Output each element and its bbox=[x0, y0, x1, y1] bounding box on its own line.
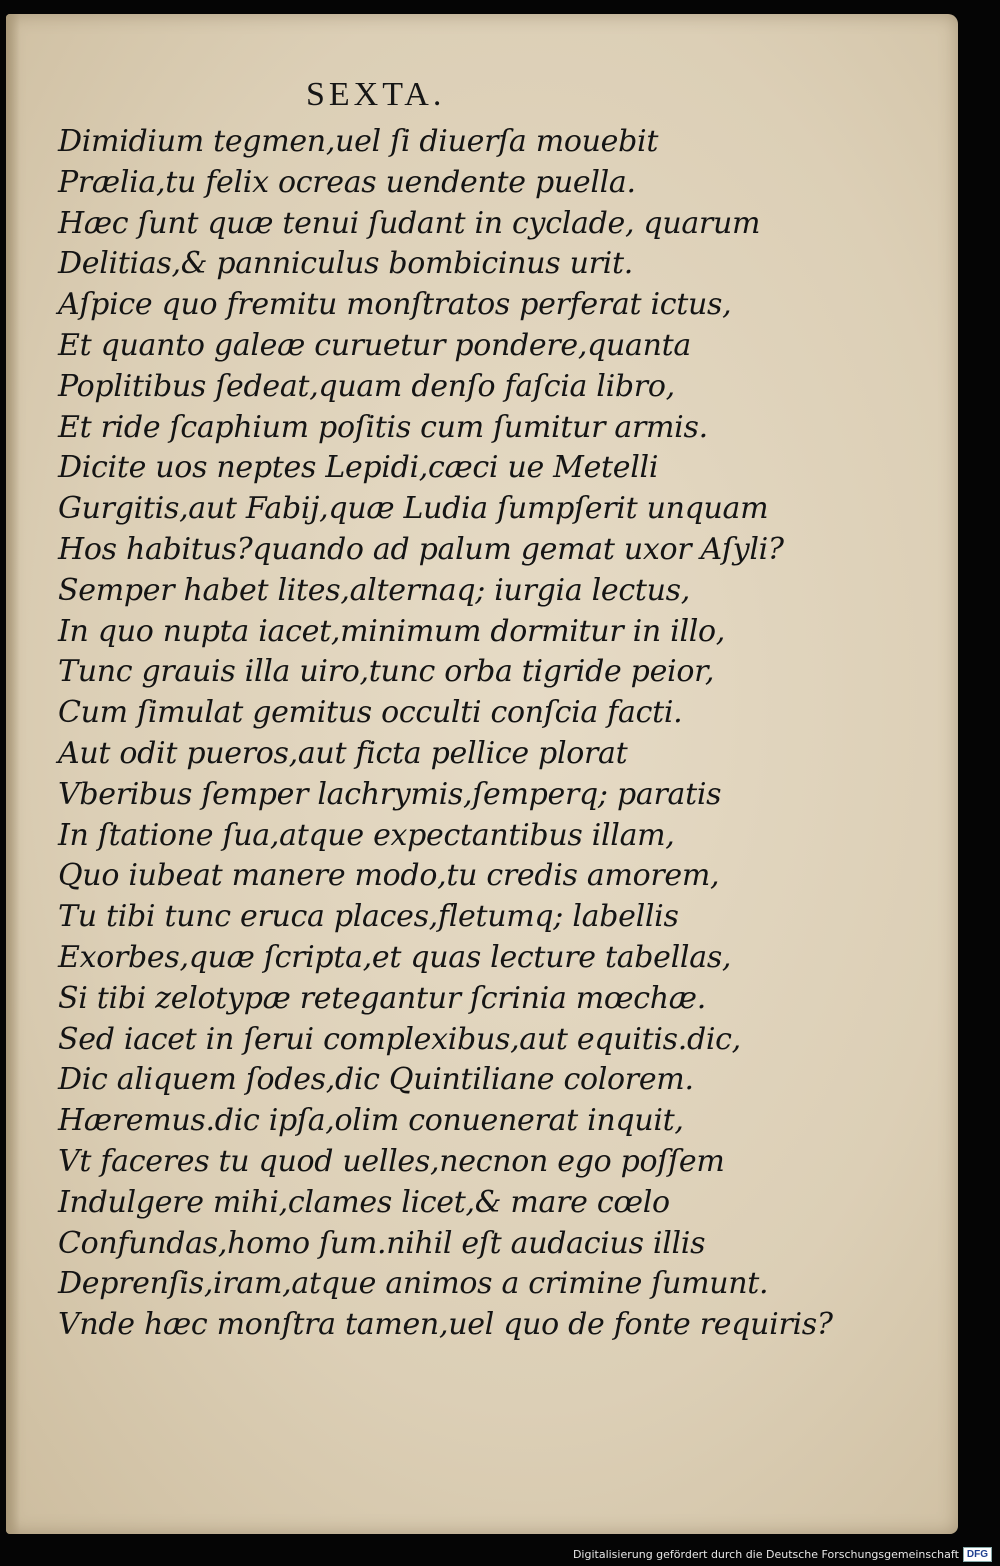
verse-line: Exorbes,quæ ſcripta,et quas lecture tabellas, bbox=[58, 939, 732, 975]
running-head: SEXTA. bbox=[306, 76, 446, 113]
verse-line: Delitias,& panniculus bombicinus urit. bbox=[58, 246, 633, 282]
verse-line: Poplitibus ſedeat,quam denſo faſcia libro, bbox=[58, 368, 675, 404]
verse-line: Prælia,tu felix ocreas uendente puella. bbox=[58, 164, 636, 200]
verse-line: Et quanto galeæ curuetur pondere,quanta bbox=[58, 327, 691, 363]
verse-line: Aſpice quo fremitu monſtratos perferat ictus, bbox=[58, 287, 732, 323]
verse-line: Sed iacet in ſerui complexibus,aut equitis.dic, bbox=[58, 1021, 741, 1057]
funding-credit: Digitalisierung gefördert durch die Deutsche Forschungsgemeinschaft bbox=[572, 1548, 959, 1561]
verse-line: Quo iubeat manere modo,tu credis amorem, bbox=[58, 858, 720, 894]
verse-line: Gurgitis,aut Fabij,quæ Ludia ſumpſerit unquam bbox=[58, 491, 769, 527]
verse-line: Vnde hæc monſtra tamen,uel quo de fonte requiris? bbox=[58, 1307, 833, 1343]
verse-line: Semper habet lites,alternaq; iurgia lectus, bbox=[58, 572, 690, 608]
verse-line: Tunc grauis illa uiro,tunc orba tigride peior, bbox=[58, 654, 715, 690]
verse-line: Vberibus ſemper lachrymis,ſemperq; paratis bbox=[58, 776, 722, 812]
verse-line: Hæc ſunt quæ tenui ſudant in cyclade, quarum bbox=[58, 205, 761, 241]
verse-line: Indulgere mihi,clames licet,& mare cœlo bbox=[58, 1184, 670, 1220]
verse-line: Hæremus.dic ipſa,olim conuenerat inquit, bbox=[58, 1103, 684, 1139]
verse-line: Deprenſis,iram,atque animos a crimine ſumunt. bbox=[58, 1266, 769, 1302]
verse-line: Aut odit pueros,aut ficta pellice plorat bbox=[58, 735, 628, 771]
verse-line: Hos habitus?quando ad palum gemat uxor Aſyli? bbox=[58, 531, 784, 567]
verse-line: Cum ſimulat gemitus occulti conſcia facti. bbox=[58, 695, 683, 731]
verse-line: Dic aliquem ſodes,dic Quintiliane colorem. bbox=[58, 1062, 694, 1098]
verse-line: Vt faceres tu quod uelles,necnon ego poſſem bbox=[58, 1143, 725, 1179]
verse-line: Dicite uos neptes Lepidi,cæci ue Metelli bbox=[58, 450, 659, 486]
book-page bbox=[6, 14, 958, 1534]
verse-text-block bbox=[58, 122, 938, 1346]
verse-line: Confundas,homo ſum.nihil eſt audacius illis bbox=[58, 1225, 706, 1261]
page-gutter-shadow bbox=[6, 14, 20, 1534]
verse-line: Tu tibi tunc eruca places,fletumq; labellis bbox=[58, 899, 679, 935]
footer bbox=[573, 1547, 992, 1562]
verse-line: Dimidium tegmen,uel ſi diuerſa mouebit bbox=[58, 124, 659, 159]
dfg-logo-icon: DFG bbox=[963, 1547, 992, 1562]
verse-line: Et ride ſcaphium poſitis cum ſumitur armis. bbox=[58, 409, 708, 445]
verse-line: In quo nupta iacet,minimum dormitur in illo, bbox=[58, 613, 726, 649]
verse-line: In ſtatione ſua,atque expectantibus illam, bbox=[58, 817, 675, 853]
verse-line: Si tibi zelotypæ retegantur ſcrinia mœchæ. bbox=[58, 980, 706, 1016]
